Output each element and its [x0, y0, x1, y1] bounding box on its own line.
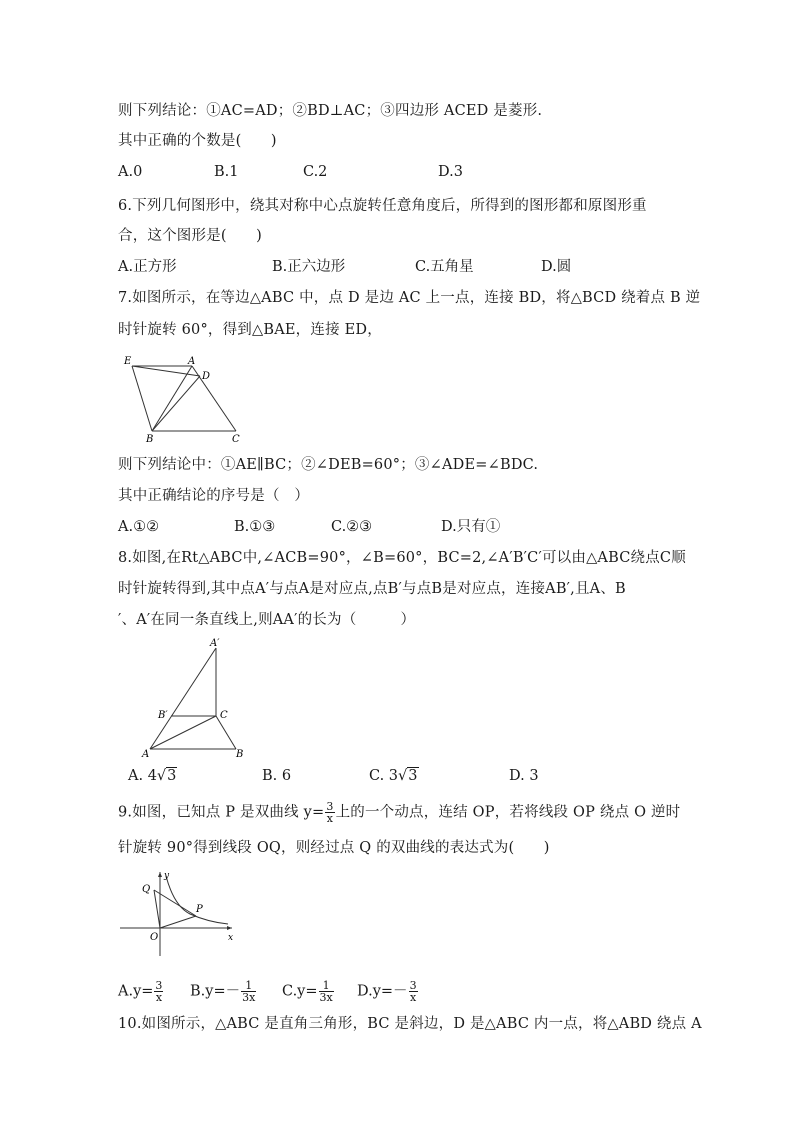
q5-option-b: B.1	[214, 164, 239, 180]
q9-option-d-den: x	[409, 991, 417, 1004]
q7-option-a: A.①②	[118, 519, 160, 535]
q8-label-c: C	[220, 710, 228, 721]
q7-figure	[120, 354, 250, 444]
q9-stem-suffix: 上的一个动点，连结 OP，若将线段 OP 绕点 O 逆时	[335, 804, 681, 821]
q8-option-a-prefix: A. 4	[128, 768, 157, 784]
q6-option-a: A.正方形	[118, 259, 177, 275]
q7-option-c: C.②③	[331, 519, 373, 535]
q7-label-e: E	[124, 356, 132, 367]
q6-stem-line1: 6.下列几何图形中，绕其对称中心点旋转任意角度后，所得到的图形都和原图形重	[118, 198, 647, 214]
q7-label-c: C	[232, 434, 240, 444]
q9-hyperbola	[166, 876, 228, 924]
q7-segment-ed	[132, 366, 200, 376]
q7-stem-line2: 时针旋转 60°，得到△BAE，连接 ED，	[118, 322, 382, 338]
q9-stem-fraction	[325, 801, 334, 824]
q8-stem-line1: 8.如图,在Rt△ABC中,∠ACB=90°，∠B=60°，BC=2,∠A′B′C′可以由△ABC绕点C顺	[118, 550, 686, 566]
q8-label-b: B	[236, 749, 244, 760]
q7-option-b: B.①③	[234, 519, 276, 535]
q8-option-b: B. 6	[262, 768, 292, 784]
q8-figure	[140, 638, 250, 760]
q8-label-a-prime: A′	[210, 638, 220, 649]
q9-option-d-num: 3	[409, 979, 417, 992]
q9-option-b	[190, 980, 257, 1003]
q9-option-a	[118, 980, 164, 1003]
q9-stem-line1	[118, 801, 680, 824]
q9-option-d-prefix: D.y=－	[357, 983, 408, 1000]
q9-option-a-fraction	[154, 980, 163, 1003]
q9-option-a-prefix: A.y=	[118, 983, 154, 1000]
q7-question: 其中正确结论的序号是（ ）	[118, 488, 310, 504]
q9-segment-oq	[154, 890, 160, 928]
q9-label-p: P	[196, 904, 203, 915]
q9-option-d-fraction	[409, 980, 418, 1003]
q9-option-c-num: 1	[319, 980, 334, 992]
q5-question: 其中正确的个数是( )	[118, 133, 277, 149]
q7-segment-eb	[132, 366, 152, 431]
q7-label-b: B	[146, 434, 154, 444]
q5-option-c: C.2	[303, 164, 328, 180]
q9-option-c	[282, 980, 335, 1003]
q6-option-b: B.正六边形	[272, 259, 346, 275]
q8-label-b-prime: B′	[158, 710, 168, 721]
q9-stem-prefix: 9.如图，已知点 P 是双曲线 y=	[118, 804, 325, 821]
q7-segment-ba	[152, 366, 192, 431]
q9-option-b-fraction	[241, 980, 256, 1003]
q7-label-d: D	[202, 371, 211, 382]
q9-option-c-den: 3x	[319, 991, 333, 1004]
q8-stem-line3: ′、A′在同一条直线上,则AA′的长为（ ）	[118, 612, 416, 628]
q9-stem-fraction-num: 3	[326, 800, 334, 813]
q6-stem-line2: 合，这个图形是( )	[118, 228, 263, 244]
q9-option-a-num: 3	[155, 979, 163, 992]
q5-option-a: A.0	[118, 164, 143, 180]
q9-label-q: Q	[142, 884, 151, 895]
q8-label-a: A	[142, 749, 150, 760]
q5-conclusion: 则下列结论：①AC=AD；②BD⊥AC；③四边形 ACED 是菱形.	[118, 103, 543, 119]
q9-option-a-den: x	[155, 991, 163, 1004]
q8-segment-a-a1	[150, 648, 216, 749]
q8-stem-line2: 时针旋转得到,其中点A′与点A是对应点,点B′与点B是对应点，连接AB′,且A、B	[118, 581, 626, 597]
q9-option-c-fraction	[319, 980, 334, 1003]
q9-option-b-num: 1	[241, 980, 256, 992]
q7-conclusion: 则下列结论中：①AE∥BC；②∠DEB=60°；③∠ADE=∠BDC.	[118, 457, 539, 473]
q7-stem-line1: 7.如图所示，在等边△ABC 中，点 D 是边 AC 上一点，连接 BD，将△BCD 绕着点 B 逆	[118, 290, 701, 306]
q9-segment-op	[160, 916, 196, 928]
q7-segment-bd	[152, 376, 200, 431]
q8-option-c-prefix: C. 3	[369, 768, 399, 784]
q9-label-x: x	[228, 933, 234, 943]
q9-x-arrow	[227, 926, 232, 930]
q10-stem-line1: 10.如图所示，△ABC 是直角三角形，BC 是斜边，D 是△ABC 内一点，将△ABD 绕点 A	[118, 1016, 702, 1032]
q7-label-a: A	[188, 356, 196, 367]
q9-y-arrow	[158, 872, 162, 877]
q9-label-y: y	[164, 871, 170, 881]
q8-option-c: C. 3√3	[369, 768, 418, 784]
q9-option-d	[357, 980, 419, 1003]
q8-option-a-radicand: 3	[167, 768, 177, 784]
q9-stem-fraction-den: x	[326, 812, 334, 825]
q8-option-a: A. 4√3	[128, 768, 177, 784]
q9-option-c-prefix: C.y=	[282, 983, 318, 1000]
q8-option-d: D. 3	[509, 768, 539, 784]
q6-option-d: D.圆	[541, 259, 572, 275]
q9-option-b-den: 3x	[242, 991, 256, 1004]
q9-stem-line2: 针旋转 90°得到线段 OQ，则经过点 Q 的双曲线的表达式为( )	[118, 840, 550, 856]
q5-option-d: D.3	[438, 164, 463, 180]
q8-option-c-radicand: 3	[408, 768, 418, 784]
q9-figure	[116, 866, 240, 960]
q6-option-c: C.五角星	[415, 259, 474, 275]
q7-option-d: D.只有①	[441, 519, 501, 535]
q9-label-o: O	[150, 932, 159, 943]
q9-option-b-prefix: B.y=－	[190, 983, 241, 1000]
